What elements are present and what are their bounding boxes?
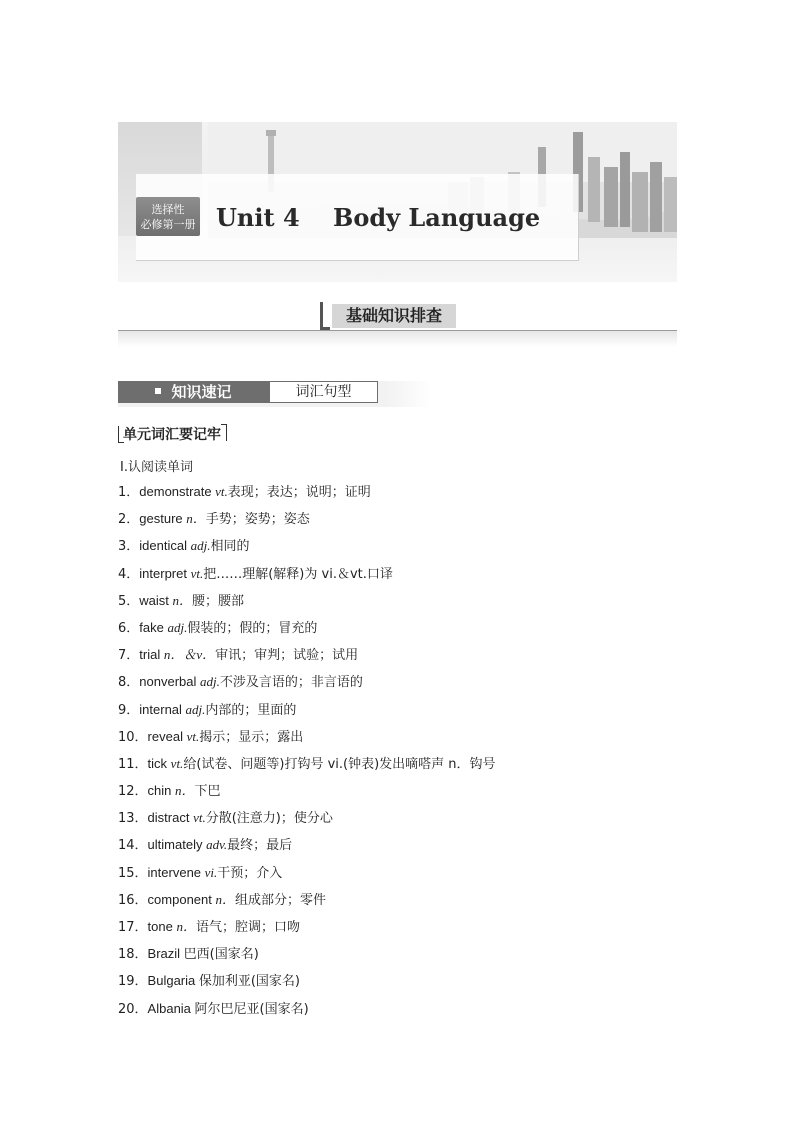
vocab-item: [118, 509, 678, 536]
vocab-definition: 保加利亚(国家名): [198, 974, 301, 990]
vocab-number: 6．: [118, 620, 140, 636]
vocab-definition: 腰；腰部: [192, 593, 245, 609]
vocab-pos: adj.: [200, 674, 220, 690]
vocab-item: [118, 672, 678, 699]
vocab-item: [118, 808, 678, 835]
vocab-pos: vi.: [204, 864, 218, 880]
book-badge-line1: 选择性: [151, 202, 185, 216]
section-title: 基础知识排查: [332, 304, 456, 328]
vocab-item: [118, 727, 678, 754]
vocab-number: 20．: [118, 1001, 148, 1017]
vocab-number: 3．: [118, 539, 140, 555]
vocab-word: interpret: [139, 565, 191, 581]
unit-title: Unit 4 Body Language: [216, 203, 541, 232]
vocab-item: [118, 944, 678, 971]
vocab-definition: 揭示；显示；露出: [199, 729, 304, 745]
vocab-pos: n．: [186, 511, 206, 527]
vocab-definition: 手势；姿势；姿态: [205, 512, 310, 528]
vocab-number: 11．: [118, 756, 148, 772]
vocab-word: tone: [147, 919, 177, 934]
vocab-item: [118, 645, 678, 672]
vocab-pos: n．: [172, 592, 193, 608]
vocab-definition: 假装的；假的；冒充的: [187, 620, 318, 636]
vocab-definition: 相同的: [210, 539, 250, 555]
vocab-number: 1．: [118, 485, 140, 500]
section-shadow: [118, 331, 677, 347]
vocab-pos: vt.: [193, 810, 206, 826]
vocab-word: waist: [139, 592, 173, 608]
vocab-word: ultimately: [147, 837, 207, 853]
vocab-definition: 给(试卷、问题等)打钩号 vi.(钟表)发出嘀嗒声 n．钩号: [183, 756, 496, 772]
unit-banner: [118, 122, 677, 282]
vocab-word: fake: [139, 619, 168, 635]
vocab-item: [118, 890, 678, 917]
vocab-pos: vt.: [186, 728, 200, 744]
vocab-definition: 审讯；审判；试验；试用: [215, 648, 359, 664]
vocab-item: [118, 999, 678, 1026]
vocab-definition: 组成部分；零件: [235, 892, 327, 908]
vocab-number: 8．: [118, 675, 140, 691]
vocab-definition: 下巴: [194, 784, 221, 800]
vocab-word: chin: [147, 783, 176, 799]
vocab-item: [118, 482, 678, 509]
vocab-word: Brazil: [147, 946, 184, 962]
vocab-pos: adj.: [190, 538, 211, 554]
vocab-list: [118, 482, 678, 1026]
corner-bracket-right-icon: [221, 424, 227, 441]
vocab-word: demonstrate: [139, 484, 216, 499]
knowledge-tag-label: 知识速记: [171, 383, 232, 401]
vocab-word: intervene: [147, 864, 205, 880]
vocab-item: [118, 591, 678, 618]
vocab-number: 4．: [118, 566, 140, 582]
section-header: [320, 302, 458, 330]
vocab-number: 5．: [118, 593, 140, 609]
vocab-word: tick: [147, 755, 171, 771]
vocab-word: identical: [139, 538, 191, 554]
vocab-definition: 把……理解(解释)为 vi.＆vt.口译: [203, 566, 393, 582]
vocab-pos: vt.: [215, 484, 228, 499]
vocab-definition: 不涉及言语的；非言语的: [219, 675, 363, 691]
vocab-number: 2．: [118, 512, 140, 528]
vocab-pos: vt.: [190, 565, 204, 581]
vocab-number: 14．: [118, 838, 148, 854]
vocab-word: internal: [139, 701, 186, 717]
corner-bracket-left-icon: [118, 426, 124, 443]
vocab-number: 12．: [118, 784, 148, 800]
vocab-pos: n．: [176, 919, 196, 934]
vocab-item: [118, 917, 678, 944]
vocab-definition: 分散(注意力)；使分心: [205, 811, 333, 827]
vocab-item: [118, 536, 678, 563]
vocab-definition: 内部的；里面的: [205, 702, 297, 718]
vocab-number: 15．: [118, 865, 148, 881]
vocab-pos: adv.: [206, 837, 228, 853]
vocab-subhead-label: 单元词汇要记牢: [123, 427, 221, 443]
vocab-pos: adj.: [185, 701, 206, 717]
vocab-definition: 巴西(国家名): [183, 947, 259, 963]
vocab-item: [118, 618, 678, 645]
vocab-pos: adj.: [167, 619, 188, 635]
vocab-definition: 最终；最后: [227, 838, 293, 854]
vocab-number: 9．: [118, 702, 140, 718]
vocab-word: component: [147, 891, 216, 907]
knowledge-tag: [118, 381, 269, 403]
vocab-item: [118, 564, 678, 591]
vocab-pos: n．: [215, 891, 235, 907]
vocab-tag: 词汇句型: [269, 381, 378, 403]
vocab-item: [118, 835, 678, 862]
vocab-number: 18．: [118, 947, 148, 963]
vocab-word: reveal: [147, 728, 187, 744]
vocab-item: [118, 754, 678, 781]
vocab-definition: 干预；介入: [217, 865, 283, 881]
vocab-word: trial: [139, 647, 164, 663]
vocab-number: 7．: [118, 648, 140, 664]
vocab-word: Bulgaria: [147, 973, 199, 989]
vocab-word: Albania: [147, 1000, 195, 1016]
square-bullet-icon: [155, 388, 161, 394]
vocab-pos: n．＆v．: [163, 647, 216, 663]
vocab-pos: vt.: [170, 755, 184, 771]
vocab-item: [118, 863, 678, 890]
vocab-word: distract: [147, 810, 194, 826]
vocab-number: 17．: [118, 920, 148, 935]
vocab-item: [118, 700, 678, 727]
part-title: Ⅰ.认阅读单词: [120, 460, 193, 475]
vocab-item: [118, 781, 678, 808]
book-badge: [136, 197, 200, 236]
vocab-definition: 表现；表达；说明；证明: [227, 485, 371, 500]
vocab-word: nonverbal: [139, 674, 200, 690]
bracket-icon: [320, 302, 330, 330]
vocab-number: 19．: [118, 974, 148, 990]
book-badge-line2: 必修第一册: [140, 217, 196, 231]
vocab-definition: 阿尔巴尼亚(国家名): [194, 1001, 309, 1017]
vocab-pos: n．: [175, 783, 195, 799]
vocab-number: 13．: [118, 811, 148, 827]
vocab-word: gesture: [139, 511, 187, 527]
vocab-subhead: [118, 424, 221, 444]
vocab-number: 16．: [118, 892, 148, 908]
vocab-item: [118, 971, 678, 998]
vocab-number: 10．: [118, 729, 148, 745]
vocab-definition: 语气；腔调；口吻: [195, 920, 300, 935]
